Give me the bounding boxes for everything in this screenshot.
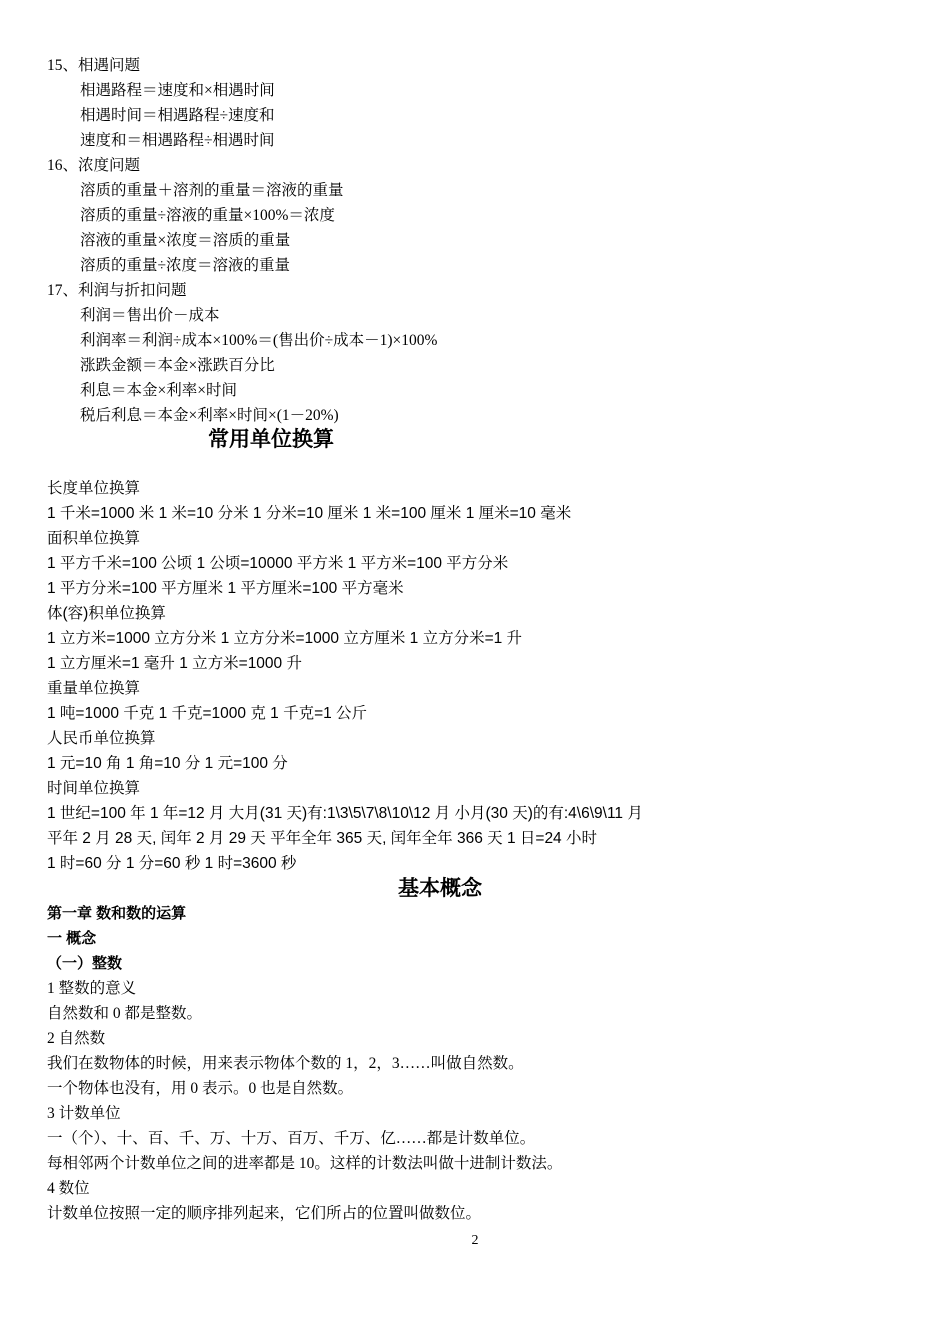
section-15-title: 15、相遇问题 (47, 57, 141, 74)
formula-line: 溶液的重量×浓度＝溶质的重量 (80, 232, 291, 249)
time-line: 1 世纪=100 年 1 年=12 月 大月(31 天)有:1\3\5\7\8\10\12 月 小月(30 天)的有:4\6\9\11 月 (47, 805, 643, 822)
area-title: 面积单位换算 (47, 530, 141, 547)
formula-line: 利息＝本金×利率×时间 (80, 382, 237, 399)
concept-line: 4 数位 (47, 1180, 90, 1197)
volume-line: 1 立方米=1000 立方分米 1 立方分米=1000 立方厘米 1 立方分米=1 升 (47, 630, 523, 647)
concept-line: 每相邻两个计数单位之间的进率都是 10。这样的计数法叫做十进制计数法。 (47, 1155, 563, 1172)
formula-line: 税后利息＝本金×利率×时间×(1－20%) (80, 407, 339, 424)
section-16-title: 16、浓度问题 (47, 157, 141, 174)
formula-line: 利润率＝利润÷成本×100%＝(售出价÷成本－1)×100% (80, 332, 438, 349)
concept-line: 1 整数的意义 (47, 980, 137, 997)
formula-line: 相遇路程＝速度和×相遇时间 (80, 82, 275, 99)
length-title: 长度单位换算 (47, 480, 141, 497)
formula-line: 利润＝售出价－成本 (80, 307, 220, 324)
subsection-title: （一）整数 (47, 955, 123, 972)
concepts-heading: 基本概念 (398, 877, 482, 900)
formula-line: 溶质的重量＋溶剂的重量＝溶液的重量 (80, 182, 344, 199)
rmb-title: 人民币单位换算 (47, 730, 156, 747)
formula-line: 溶质的重量÷溶液的重量×100%＝浓度 (80, 207, 335, 224)
chapter-title: 第一章 数和数的运算 (47, 905, 187, 922)
concept-line: 一个物体也没有，用 0 表示。0 也是自然数。 (47, 1080, 354, 1097)
area-line: 1 平方分米=100 平方厘米 1 平方厘米=100 平方毫米 (47, 580, 404, 597)
concept-line: 3 计数单位 (47, 1105, 121, 1122)
concept-line: 我们在数物体的时候，用来表示物体个数的 1，2，3……叫做自然数。 (47, 1055, 524, 1072)
formula-line: 速度和＝相遇路程÷相遇时间 (80, 132, 275, 149)
formula-line: 涨跌金额＝本金×涨跌百分比 (80, 357, 275, 374)
time-line: 平年 2 月 28 天, 闰年 2 月 29 天 平年全年 365 天, 闰年全年 366 天 1 日=24 小时 (47, 830, 597, 847)
formula-line: 相遇时间＝相遇路程÷速度和 (80, 107, 275, 124)
length-line: 1 千米=1000 米 1 米=10 分米 1 分米=10 厘米 1 米=100 厘米 1 厘米=10 毫米 (47, 505, 572, 522)
area-line: 1 平方千米=100 公顷 1 公顷=10000 平方米 1 平方米=100 平方分米 (47, 555, 509, 572)
concept-line: 自然数和 0 都是整数。 (47, 1005, 203, 1022)
time-line: 1 时=60 分 1 分=60 秒 1 时=3600 秒 (47, 855, 297, 872)
concept-line: 计数单位按照一定的顺序排列起来，它们所占的位置叫做数位。 (47, 1205, 482, 1222)
volume-line: 1 立方厘米=1 毫升 1 立方米=1000 升 (47, 655, 302, 672)
section-17-title: 17、利润与折扣问题 (47, 282, 187, 299)
weight-title: 重量单位换算 (47, 680, 141, 697)
units-heading: 常用单位换算 (208, 428, 334, 451)
weight-line: 1 吨=1000 千克 1 千克=1000 克 1 千克=1 公斤 (47, 705, 368, 722)
concept-line: 2 自然数 (47, 1030, 106, 1047)
section-title: 一 概念 (47, 930, 97, 947)
concept-line: 一（个）、十、百、千、万、十万、百万、千万、亿……都是计数单位。 (47, 1130, 536, 1147)
rmb-line: 1 元=10 角 1 角=10 分 1 元=100 分 (47, 755, 288, 772)
time-title: 时间单位换算 (47, 780, 141, 797)
volume-title: 体(容)积单位换算 (47, 605, 166, 622)
page-number: 2 (471, 1233, 479, 1248)
formula-line: 溶质的重量÷浓度＝溶液的重量 (80, 257, 291, 274)
